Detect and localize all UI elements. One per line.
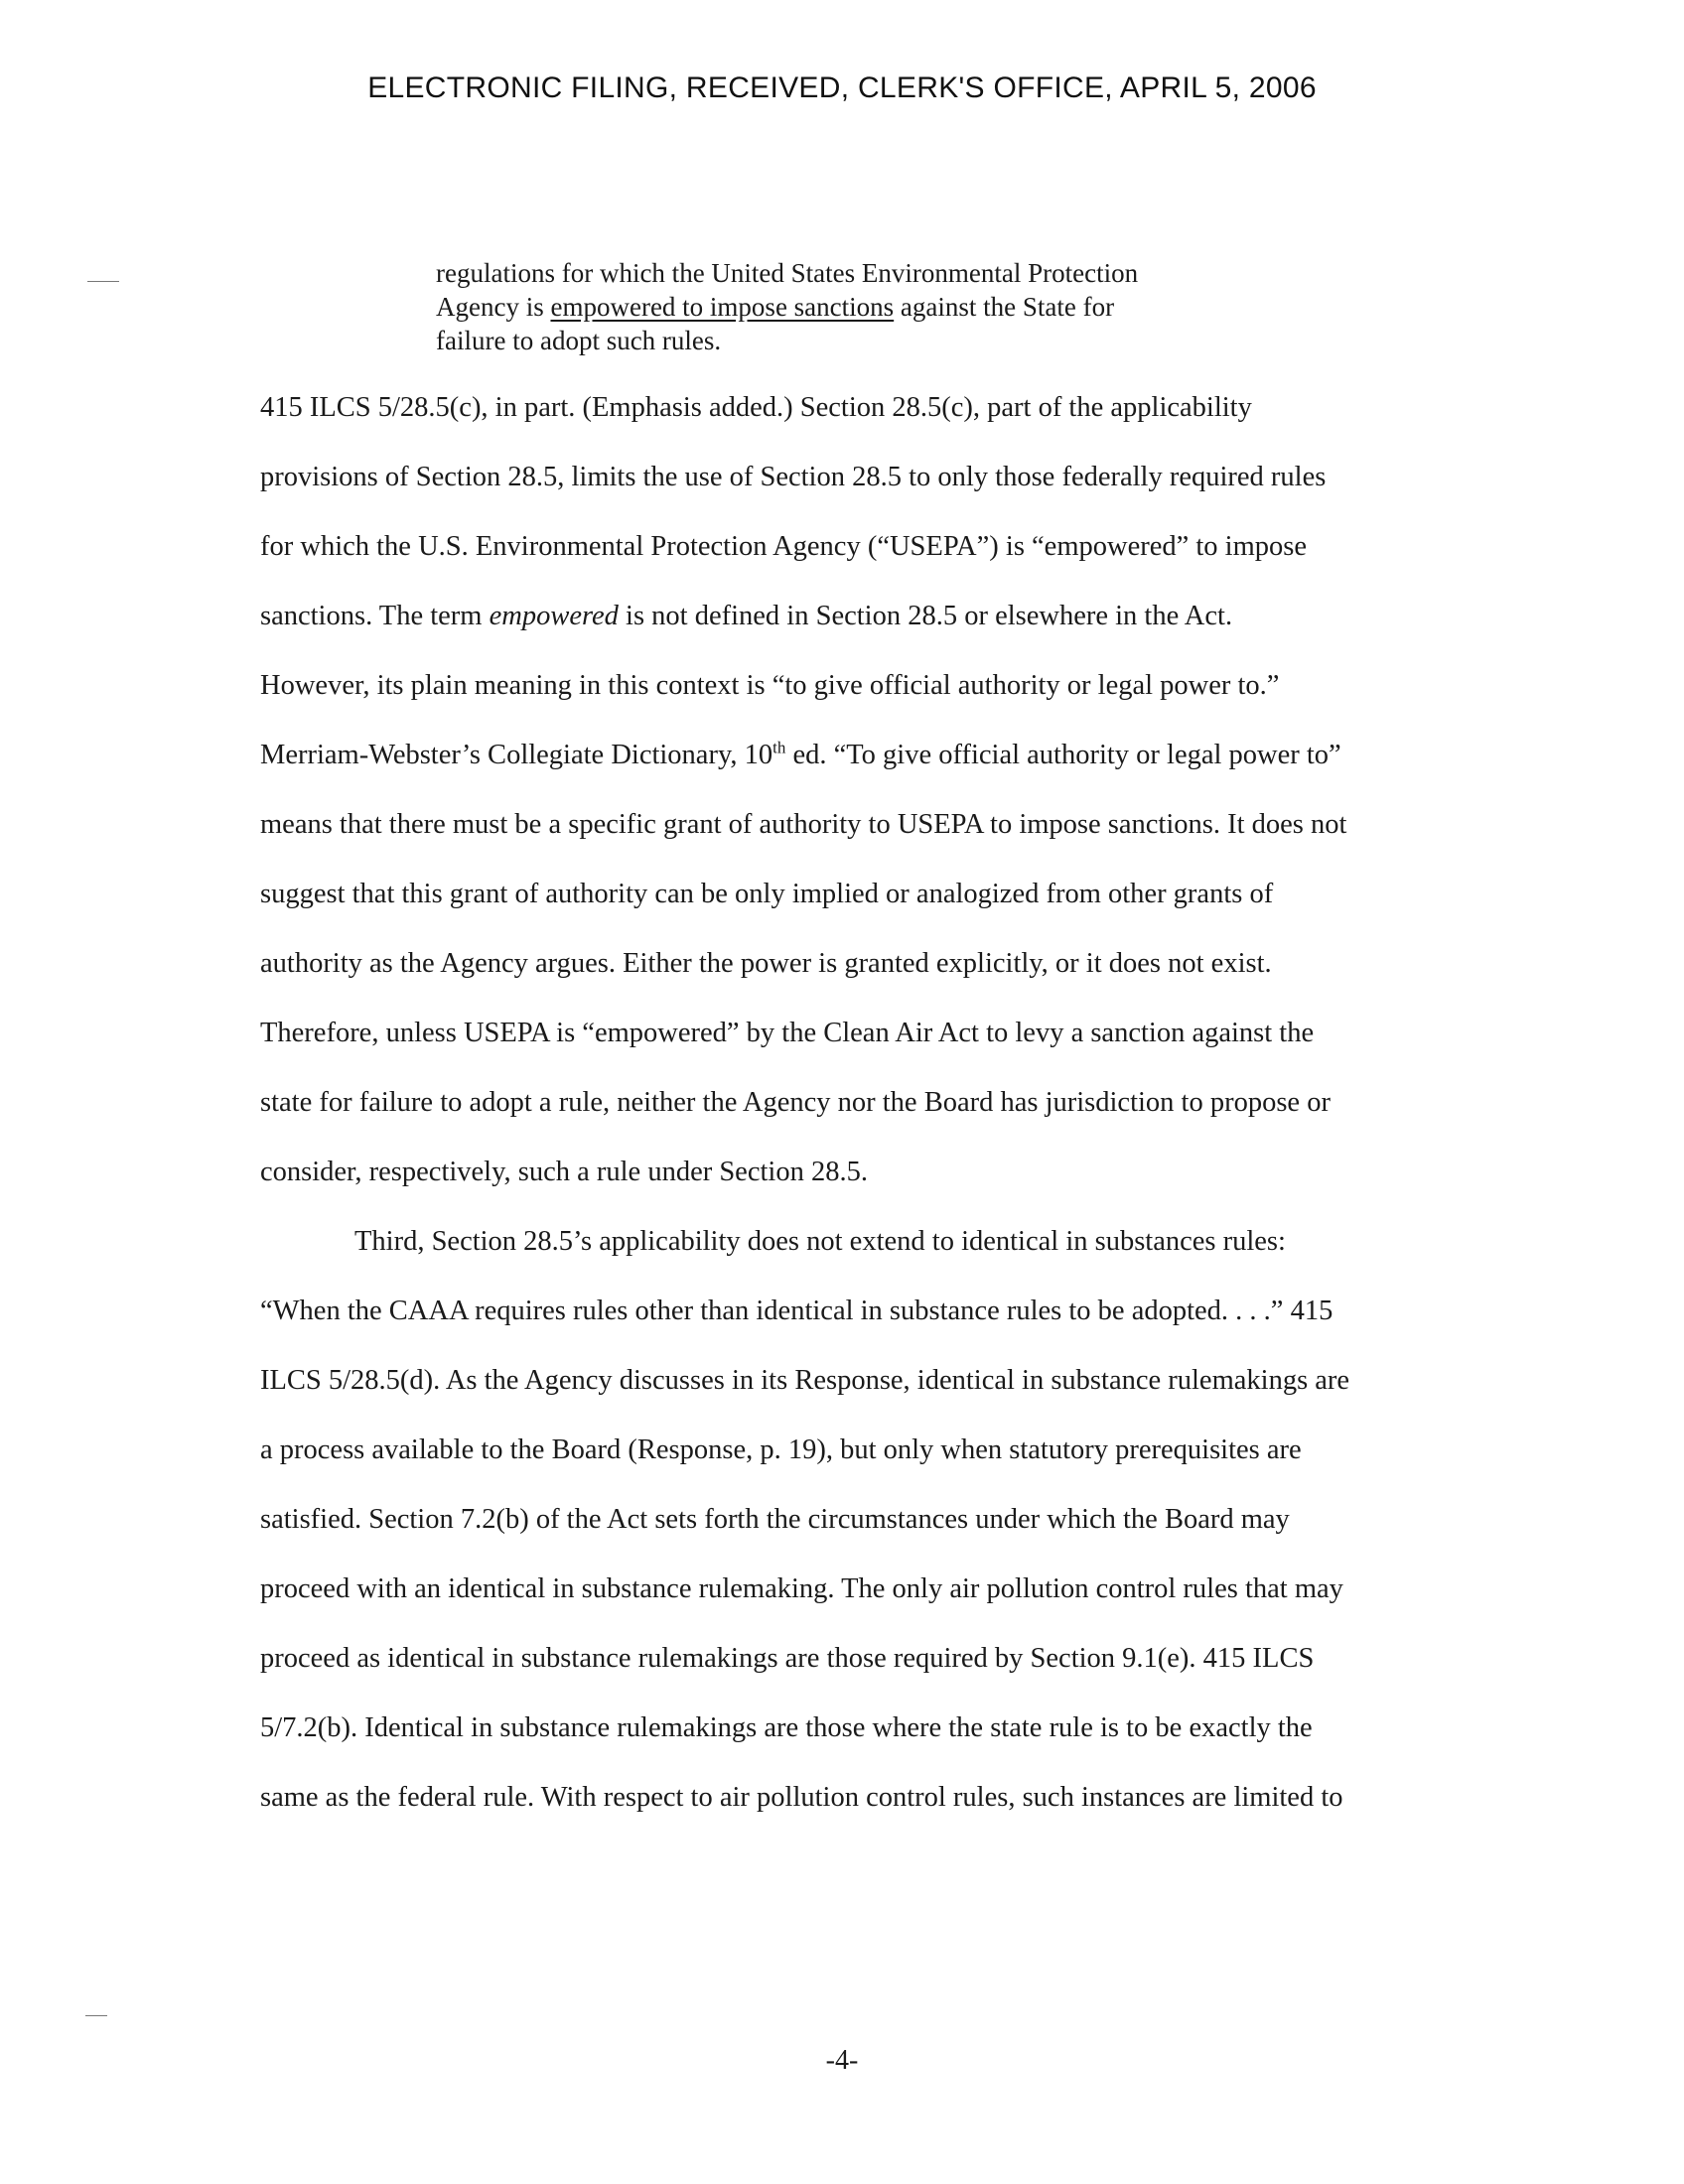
- body-line-4: [260, 601, 1232, 632]
- quote-emphasis: empowered to impose sanctions: [550, 292, 895, 322]
- scan-mark-top: [87, 281, 119, 282]
- body-line-17: satisfied. Section 7.2(b) of the Act sets forth the circumstances under which the Board may: [260, 1504, 1290, 1535]
- body-line-4-end: is not defined in Section 28.5 or elsewhere in the Act.: [618, 601, 1233, 631]
- body-line-19: proceed as identical in substance rulemakings are those required by Section 9.1(e). 415 ILCS: [260, 1643, 1315, 1674]
- body-line-12: consider, respectively, such a rule under Section 28.5.: [260, 1157, 868, 1187]
- body-line-6: [260, 740, 1341, 771]
- body-line-11: state for failure to adopt a rule, neither the Agency nor the Board has jurisdiction to propose or: [260, 1087, 1331, 1118]
- body-line-10: Therefore, unless USEPA is “empowered” by the Clean Air Act to levy a sanction against the: [260, 1018, 1315, 1048]
- block-quote: [436, 256, 1290, 357]
- body-line-13-indented: Third, Section 28.5’s applicability does not extend to identical in substances rules:: [354, 1226, 1286, 1257]
- page-number: -4-: [825, 2045, 859, 2076]
- body-line-16: a process available to the Board (Response, p. 19), but only when statutory prerequisites are: [260, 1434, 1302, 1465]
- body-line-2: provisions of Section 28.5, limits the use of Section 28.5 to only those federally required rules: [260, 462, 1327, 492]
- scan-mark-bottom: [85, 2015, 107, 2016]
- ordinal-superscript: th: [772, 738, 786, 757]
- filing-stamp-header: ELECTRONIC FILING, RECEIVED, CLERK'S OFFICE, APRIL 5, 2006: [367, 71, 1317, 104]
- body-line-6-end: ed. “To give official authority or legal power to”: [785, 740, 1341, 770]
- body-line-6-start: Merriam-Webster’s Collegiate Dictionary, 10: [260, 740, 773, 770]
- body-line-7: means that there must be a specific grant of authority to USEPA to impose sanctions. It does not: [260, 809, 1347, 840]
- quote-line-2-start: Agency is: [436, 292, 551, 322]
- body-line-1: 415 ILCS 5/28.5(c), in part. (Emphasis added.) Section 28.5(c), part of the applicability: [260, 392, 1252, 423]
- body-line-18: proceed with an identical in substance rulemaking. The only air pollution control rules that may: [260, 1573, 1343, 1604]
- body-line-3: for which the U.S. Environmental Protection Agency (“USEPA”) is “empowered” to impose: [260, 531, 1308, 562]
- italic-term: empowered: [489, 601, 619, 631]
- quote-line-3: failure to adopt such rules.: [436, 326, 722, 355]
- quote-line-1: regulations for which the United States Environmental Protection: [436, 258, 1139, 288]
- quote-line-2: [436, 290, 1290, 324]
- body-line-15: ILCS 5/28.5(d). As the Agency discusses in its Response, identical in substance rulemakings are: [260, 1365, 1350, 1396]
- quote-line-2-end: against the State for: [894, 292, 1115, 322]
- body-line-20: 5/7.2(b). Identical in substance rulemakings are those where the state rule is to be exactly the: [260, 1712, 1313, 1743]
- body-line-5: However, its plain meaning in this context is “to give official authority or legal power to.”: [260, 670, 1280, 701]
- body-line-9: authority as the Agency argues. Either the power is granted explicitly, or it does not exist.: [260, 948, 1272, 979]
- body-line-8: suggest that this grant of authority can be only implied or analogized from other grants of: [260, 879, 1274, 909]
- body-line-14: “When the CAAA requires rules other than identical in substance rules to be adopted. . . .” 415: [260, 1296, 1333, 1326]
- body-line-4-start: sanctions. The term: [260, 601, 490, 631]
- body-line-21: same as the federal rule. With respect to air pollution control rules, such instances are limited to: [260, 1782, 1343, 1813]
